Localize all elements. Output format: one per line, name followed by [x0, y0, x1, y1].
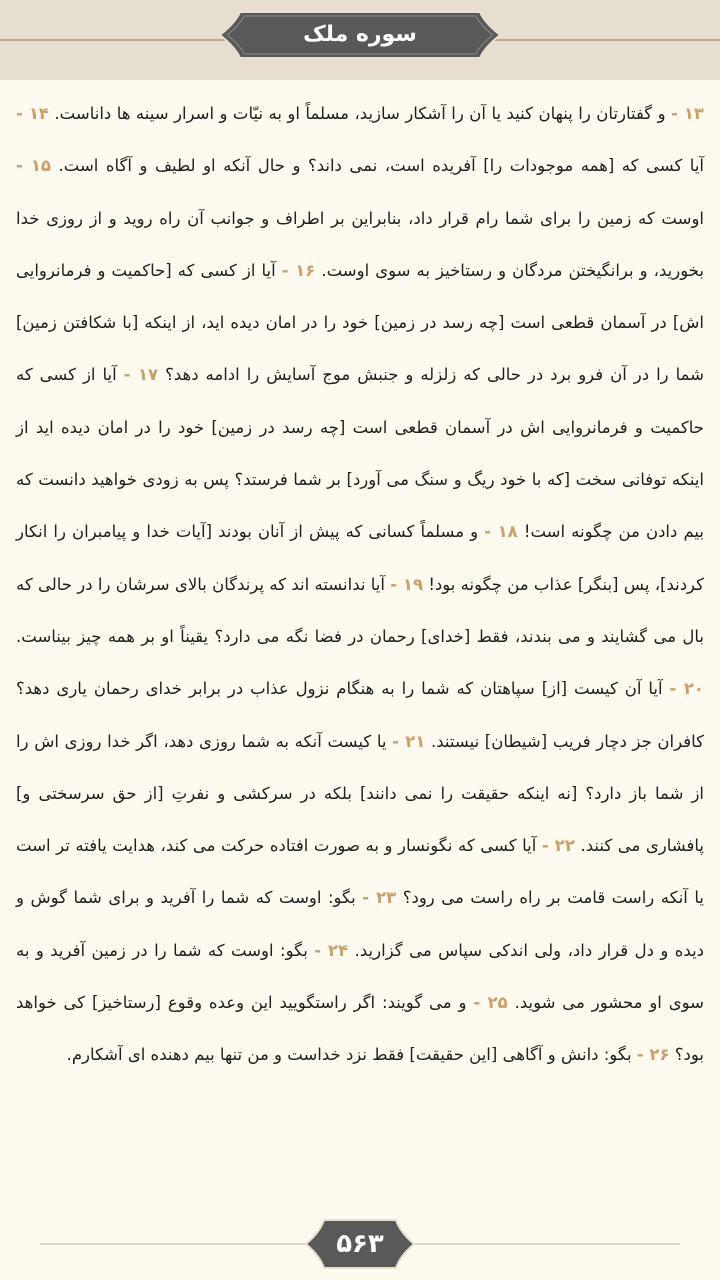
verse-number: ۱۷ -	[123, 365, 159, 385]
verse-text: یا کیست آنکه به شما روزی دهد، اگر خدا روزی اش را از شما باز دارد؟ [نه اینکه حقیقت را نمی دانند] بلکه در سرکشی و نفرتِ [از حق سرسختی و] پافشاری می کنند.	[16, 731, 704, 856]
verse-number: ۲۳ -	[362, 888, 397, 908]
footer-divider-right	[414, 1243, 680, 1245]
verse-text: و مسلماً کسانی که پیش از آنان بودند [آیات خدا و پیامبران را انکار کردند]، پس [بنگر] عذاب من چگونه بود!	[16, 522, 705, 594]
page-footer	[0, 1210, 720, 1270]
header-bar	[0, 0, 720, 80]
verse-number: ۱۳ -	[671, 104, 705, 123]
verse-number: ۱۶ -	[281, 260, 316, 280]
surah-title: سوره ملک	[303, 22, 417, 47]
verse-text: بگو: دانش و آگاهی [این حقیقت] فقط نزد خداست و من تنها بیم دهنده ای آشکارم.	[66, 1045, 637, 1065]
verse-text: و می گویند: اگر راستگویید این وعده وقوع [رستاخیز] کی خواهد بود؟	[16, 993, 704, 1065]
verse-text: آیا آن کیست [از] سپاهتان که شما را به هنگام نزول عذاب در برابر خدای رحمان یاری دهد؟ کافران جز دچار فریب [شیطان] نیستند.	[16, 679, 705, 751]
verse-number: ۱۸ -	[484, 522, 518, 542]
verse-number: ۲۰ -	[669, 679, 704, 699]
verse-text: آیا کسی که [همه موجودات را] آفریده است، نمی داند؟ و حال آنکه او لطیف و آگاه است.	[51, 156, 705, 176]
verse-text: بگو: اوست که شما را در زمین آفرید و به سوی او محشور می شوید.	[16, 940, 704, 1013]
verse-text: آیا ندانسته اند که پرندگان بالای سرشان را در حالی که بال می گشایند و می بندند، فقط [خدای] رحمان در فضا نگه می دارد؟ یقیناً او بر همه چیز بیناست.	[16, 574, 704, 646]
verse-number: ۲۴ -	[314, 940, 349, 960]
verse-number: ۱۴ -	[16, 104, 49, 123]
verse-number: ۲۶ -	[636, 1045, 670, 1065]
verse-text: آیا از کسی که [حاکمیت و فرمانروایی اش] در آسمان قطعی است [چه رسد در زمین] خود را در امان دیده اید، از اینکه [با شکافتن زمین] شما را در آن فرو برد در حالی که زلزله و جنبش موج آسایش را ادامه دهد؟	[16, 260, 705, 385]
verse-number: ۱۵ -	[16, 156, 52, 176]
page-number-plaque	[304, 1218, 416, 1270]
verse-number: ۲۵ -	[473, 993, 508, 1013]
verse-text-block	[16, 88, 704, 1082]
surah-title-plaque	[218, 10, 502, 60]
verse-text: اوست که زمین را برای شما رام قرار داد، بنابراین بر اطراف و جوانب آن راه روید و از روزی خدا بخورید، و برانگیختن مردگان و رستاخیز به سوی اوست.	[16, 208, 704, 280]
page-number: ۵۶۳	[336, 1229, 384, 1259]
verse-text: بگو: اوست که شما را آفرید و برای شما گوش و دیده و دل قرار داد، ولی اندکی سپاس می گزارید.	[16, 888, 705, 960]
verse-number: ۱۹ -	[390, 574, 424, 594]
footer-divider-left	[40, 1243, 306, 1245]
verse-text: آیا از کسی که حاکمیت و فرمانروایی اش در آسمان قطعی است [چه رسد در زمین] خود را در امان دیده اید از اینکه توفانی سخت [که با خود ریگ و سنگ می آورد] بر شما فرستد؟ پس به زودی خواهید دانست که بیم دادن من چگونه است!	[16, 365, 704, 542]
verse-text: و گفتارتان را پنهان کنید یا آن را آشکار سازید، مسلماً او به نیّات و اسرار سینه ها داناست.	[48, 104, 672, 123]
verse-number: ۲۲ -	[541, 836, 575, 856]
verse-number: ۲۱ -	[392, 731, 426, 751]
verse-text: آیا کسی که نگونسار و به صورت افتاده حرکت می کند، هدایت یافته تر است یا آنکه راست قامت بر راه راست می رود؟	[16, 836, 705, 908]
